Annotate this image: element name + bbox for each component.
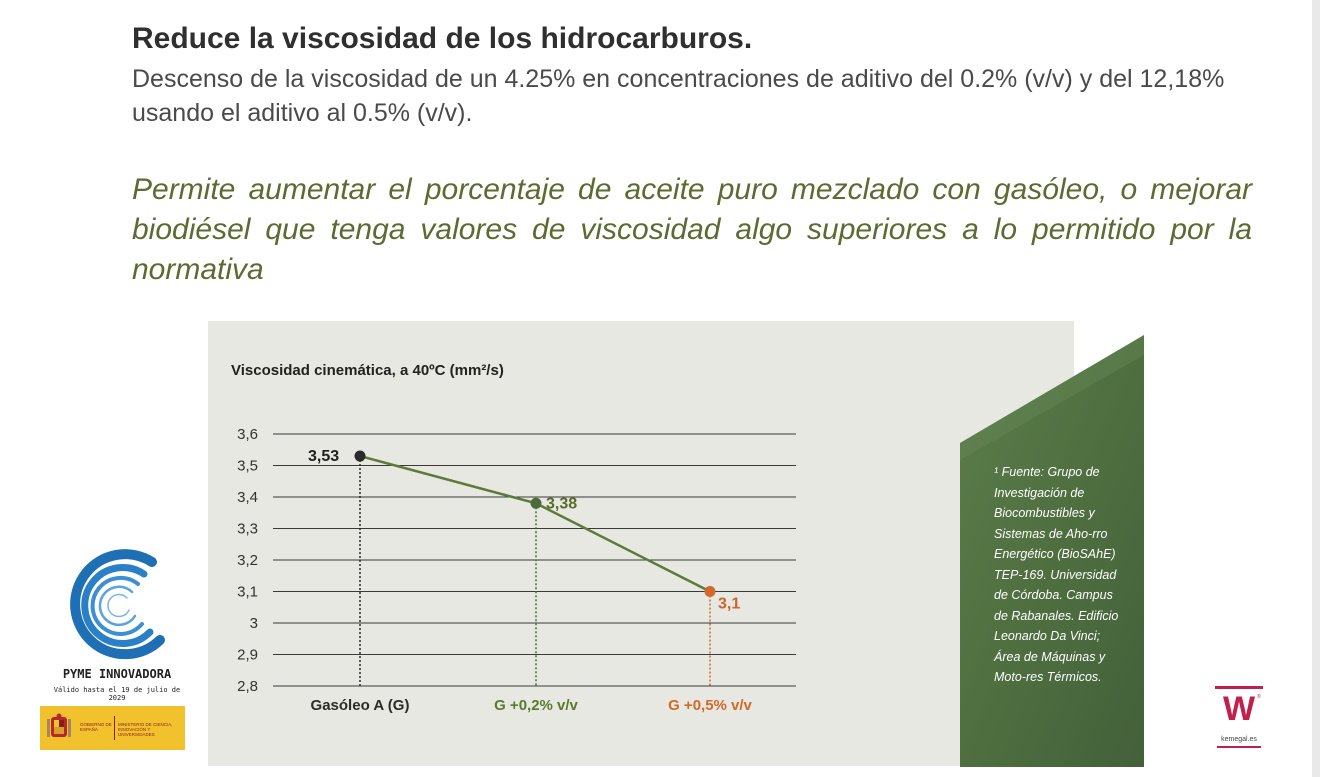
x-category-label: G +0,5% v/v: [668, 697, 752, 714]
pyme-innovadora-logo-icon: [52, 540, 182, 670]
pyme-validity-line2: 2029: [108, 694, 126, 702]
viscosity-chart: [208, 321, 1074, 766]
y-tick-label: 3,3: [237, 520, 258, 538]
chart-title: Viscosidad cinemática, a 40ºC (mm²/s): [231, 362, 504, 379]
data-point: [531, 498, 542, 509]
series-line: [360, 456, 710, 591]
chart-panel: [208, 321, 1074, 766]
x-category-label: Gasóleo A (G): [310, 697, 410, 714]
government-label: GOBIERNO DE ESPAÑA: [80, 722, 112, 732]
y-tick-label: 3: [249, 615, 258, 632]
highlight-text: Permite aumentar el porcentaje de aceite puro mezclado con gasóleo, o mejorar biodiésel que tenga valores de viscosidad algo superiores a lo permitido por la normativa: [132, 173, 1252, 286]
logo-registered-mark: ®: [1257, 694, 1261, 700]
y-tick-label: 2,9: [237, 646, 258, 664]
data-point: [705, 586, 716, 597]
data-label: 3,1: [718, 595, 741, 613]
x-category-label: G +0,2% v/v: [494, 697, 578, 714]
y-tick-label: 3,1: [237, 583, 258, 601]
government-divider: [114, 716, 115, 740]
data-label: 3,38: [546, 495, 578, 513]
y-tick-label: 3,5: [237, 457, 258, 475]
y-tick-label: 2,8: [237, 678, 258, 695]
pyme-title: PYME INNOVADORA: [62, 667, 172, 681]
page-title: Reduce la viscosidad de los hidrocarburos.: [132, 22, 753, 55]
kemegal-logo: [1215, 686, 1263, 750]
y-tick-label: 3,6: [237, 426, 258, 443]
ministry-label: MINISTERIO DE CIENCIA, INNOVACIÓN Y UNIVERSIDADES: [118, 722, 173, 737]
page-subtitle: Descenso de la viscosidad de un 4.25% en concentraciones de aditivo del 0.2% (v/v) y del 12,18% usando el aditivo al 0.5% (v/v).: [132, 65, 1225, 127]
pyme-validity-line1: Válido hasta el 19 de julio de: [53, 686, 181, 694]
government-logo-strip: [40, 706, 185, 750]
data-point: [355, 451, 366, 462]
source-note: ¹ Fuente: Grupo de Investigación de Biocombustibles y Sistemas de Aho-rro Energético (BioSAhE) TEP-169. Universidad de Córdoba. Campus de Rabanales. Edificio Leonardo Da Vinci; Área de Máquinas y Moto-res Térmicos.: [994, 465, 1119, 684]
logo-bar-bottom: [1217, 746, 1261, 748]
data-label: 3,53: [308, 448, 340, 466]
y-tick-label: 3,2: [237, 552, 258, 569]
logo-bar-top: [1215, 686, 1263, 689]
logo-letter: W: [1223, 690, 1256, 728]
logo-website: kemegal.es: [1221, 736, 1257, 743]
coat-of-arms-icon: [46, 713, 72, 743]
y-tick-label: 3,4: [237, 489, 258, 506]
pyme-validity: [44, 686, 190, 702]
